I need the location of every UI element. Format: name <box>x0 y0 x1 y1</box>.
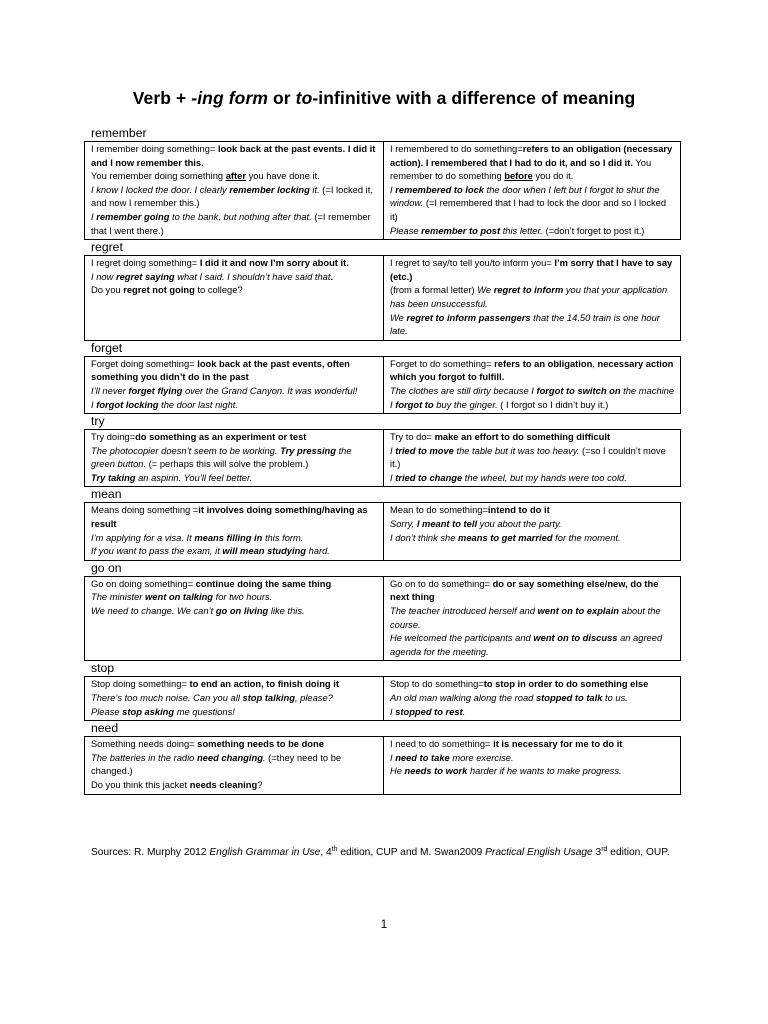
text-run: go on living <box>215 606 269 617</box>
sources-text: edition, CUP and M. Swan2009 <box>337 847 486 858</box>
ing-form-cell <box>85 142 384 240</box>
text-run: We <box>390 312 407 323</box>
example-line <box>390 706 675 720</box>
text-run: remember locking <box>229 184 310 195</box>
text-run: The batteries in the radio <box>91 752 197 763</box>
ing-form-cell <box>85 503 384 560</box>
to-infinitive-cell <box>384 142 681 240</box>
text-run: regret to inform passengers <box>406 312 531 323</box>
text-run: me questions! <box>174 706 235 717</box>
example-line <box>390 184 675 225</box>
ing-form-cell <box>85 576 384 661</box>
text-run: to stop in order to do something else <box>483 679 649 690</box>
text-run: ? <box>257 779 263 790</box>
text-run: . <box>462 706 466 717</box>
to-infinitive-cell <box>384 737 681 794</box>
example-line <box>91 605 378 619</box>
text-run: look back at the past events, often something you didn’t do in the past <box>91 358 350 383</box>
text-run: an aspirin. You’ll feel better. <box>135 472 253 483</box>
verb-heading: mean <box>91 487 122 502</box>
text-run: refers to an obligation (necessary action). I remembered that I had to do it, and so I did it. <box>390 144 673 168</box>
verb-heading: need <box>91 721 119 736</box>
verb-heading: try <box>91 414 105 429</box>
example-line <box>390 765 675 779</box>
example-line <box>91 184 378 211</box>
example-line <box>91 545 378 559</box>
text-run: Sorry, <box>390 519 417 530</box>
page-number: 1 <box>380 919 388 931</box>
text-run: (=I remember that I went there.) <box>91 211 371 236</box>
text-run: continue doing the same thing <box>195 578 332 589</box>
example-line <box>390 399 675 413</box>
text-run: I <box>91 211 97 222</box>
verb-sections <box>84 126 681 795</box>
sources-text: 3 <box>592 847 602 858</box>
text-run: The teacher introduced herself and <box>390 606 538 617</box>
text-run: do or say something else/new, do the next thing <box>390 578 659 603</box>
text-run: You remember to do something <box>390 157 652 182</box>
example-line <box>91 692 378 706</box>
text-run: Go on doing something= <box>91 578 196 589</box>
text-run: went on to explain <box>537 606 620 617</box>
to-infinitive-cell <box>384 576 681 661</box>
text-run: forgot to <box>395 399 434 410</box>
verb-heading: regret <box>91 240 123 255</box>
text-run: before <box>504 171 533 182</box>
to-infinitive-cell <box>384 356 681 413</box>
verb-heading: remember <box>91 126 147 140</box>
text-run: forgot locking <box>96 399 159 410</box>
example-line <box>390 518 675 532</box>
text-run: I don’t think she <box>390 532 459 543</box>
example-line <box>390 504 675 518</box>
text-run: remember going <box>96 211 170 222</box>
text-run: I <box>390 399 396 410</box>
text-run: stop talking <box>242 693 295 703</box>
example-line <box>91 257 378 271</box>
text-run: (=I locked it, and now I remember this.) <box>91 184 373 209</box>
table-row <box>85 256 681 341</box>
example-line <box>390 143 675 184</box>
text-run: I regret to say/to tell you/to inform you= <box>390 258 555 269</box>
text-run: Go on to do something= <box>390 578 493 589</box>
text-run: I now <box>91 271 116 282</box>
text-run: means to get married <box>458 532 553 543</box>
text-run: I did it and now I’m sorry about it. <box>199 258 349 269</box>
text-run: I’m applying for a visa. It <box>91 532 195 543</box>
text-run: to end an action, to finish doing it <box>189 679 339 690</box>
text-run: Forget to do something= <box>390 358 495 369</box>
text-run: We <box>477 285 494 296</box>
text-run: that the 14.50 train is one hour late. <box>390 312 660 337</box>
text-run: I <box>390 184 396 195</box>
sources-text: , 4 <box>320 847 332 858</box>
to-infinitive-cell <box>384 430 681 487</box>
text-run: We need to change. We can’t <box>91 606 216 617</box>
text-run: it involves doing something/having as result <box>91 505 368 530</box>
text-run: Please <box>91 706 123 717</box>
text-run: . <box>262 752 266 763</box>
comparison-table <box>84 356 681 414</box>
text-run: buy the ginger. <box>433 399 498 410</box>
text-run: more exercise. <box>449 752 514 763</box>
text-run: regret not going <box>123 285 195 296</box>
example-line <box>390 752 675 766</box>
ordinal-suffix: rd <box>601 846 608 853</box>
text-run: refers to an obligation <box>494 358 593 369</box>
text-run: you that your application has been unsuccessful. <box>390 285 668 309</box>
title-part: -infinitive with a difference of meaning <box>312 88 636 108</box>
text-run: You remember doing something <box>91 171 226 182</box>
text-run: Try to do= <box>390 432 435 443</box>
text-run: regret saying <box>115 271 175 282</box>
example-line <box>390 578 675 605</box>
text-run: tried to change <box>395 472 463 483</box>
text-run: There’s too much noise. Can you all <box>91 693 243 703</box>
text-run: I <box>91 399 97 410</box>
sources-note <box>91 845 681 861</box>
text-run: it. <box>309 184 320 195</box>
table-row <box>85 430 681 487</box>
verb-heading: stop <box>91 661 115 676</box>
title-part: Verb + <box>132 88 192 108</box>
text-run: Try taking <box>91 472 136 483</box>
text-run: to the bank, but nothing after that. <box>169 211 312 222</box>
comparison-table <box>84 255 681 341</box>
table-row <box>85 677 681 721</box>
ing-form-cell <box>85 356 384 413</box>
text-run: I <box>390 752 396 763</box>
ing-form-cell <box>85 430 384 487</box>
example-line <box>390 678 675 692</box>
to-infinitive-cell <box>384 256 681 341</box>
text-run: (=they need to be changed.) <box>91 752 342 777</box>
example-line <box>91 284 378 298</box>
text-run: Try pressing <box>280 445 336 456</box>
example-line <box>91 738 378 752</box>
text-run: means filling in <box>194 532 263 543</box>
example-line <box>91 578 378 592</box>
example-line <box>390 605 675 632</box>
example-line <box>91 358 378 385</box>
text-run: need changing <box>196 752 263 763</box>
text-run: stopped to talk <box>535 693 603 703</box>
comparison-table <box>84 736 681 794</box>
text-run: for the moment. <box>552 532 621 543</box>
verb-heading: forget <box>91 340 123 355</box>
text-run: look back at the past events. I did it and I now remember this. <box>91 144 376 168</box>
ing-form-cell <box>85 256 384 341</box>
text-run: needs cleaning <box>189 779 258 790</box>
example-line <box>390 257 675 284</box>
text-run: (= perhaps this will solve the problem.) <box>146 459 309 470</box>
example-line <box>390 445 675 472</box>
text-run: I <box>390 706 396 717</box>
text-run: went on to discuss <box>533 633 618 644</box>
text-run: will mean studying <box>222 546 306 557</box>
text-run: the wheel, but my hands were too cold. <box>462 472 627 483</box>
example-line <box>91 271 378 285</box>
example-line <box>91 752 378 779</box>
text-run: Something needs doing= <box>91 739 198 750</box>
text-run: the green button. <box>91 445 352 470</box>
table-row <box>85 142 681 240</box>
comparison-table <box>84 141 681 240</box>
example-line <box>91 504 378 531</box>
text-run: hard. <box>306 546 330 557</box>
example-line <box>390 225 675 239</box>
text-run: I’ll never <box>91 385 129 396</box>
table-row <box>85 576 681 661</box>
verb-heading: go on <box>91 560 122 575</box>
text-run: the machine <box>620 385 675 396</box>
example-line <box>390 692 675 706</box>
comparison-table <box>84 676 681 721</box>
text-run: remember to post <box>421 225 501 236</box>
title-part: to <box>295 88 313 108</box>
text-run: like this. <box>268 606 305 617</box>
text-run: about the course. <box>390 606 661 630</box>
text-run: , please? <box>294 693 333 703</box>
text-run: do something as an experiment or test <box>135 432 307 443</box>
text-run: I <box>390 472 396 483</box>
text-run: went on talking <box>145 592 214 603</box>
text-run: (from a formal letter) <box>390 285 478 296</box>
text-run: the door last night. <box>158 399 238 410</box>
text-run: over the Grand Canyon. It was wonderful! <box>182 385 358 396</box>
text-run: , <box>592 358 598 369</box>
example-line <box>91 143 378 170</box>
text-run: the table but it was too heavy. <box>453 445 580 456</box>
example-line <box>91 431 378 445</box>
text-run: (=I remembered that I had to lock the door and so I locked it) <box>390 198 667 222</box>
text-run: I remember doing something= <box>91 144 218 154</box>
text-run: an agreed agenda for the meeting. <box>390 633 663 657</box>
example-line <box>390 532 675 546</box>
ordinal-suffix: th <box>331 846 338 853</box>
example-line <box>390 738 675 752</box>
text-run: I remembered to do something= <box>390 144 523 154</box>
to-infinitive-cell <box>384 677 681 721</box>
text-run: The minister <box>91 592 146 603</box>
text-run: tried to move <box>395 445 454 456</box>
example-line <box>390 472 675 486</box>
text-run: forgot to switch on <box>536 385 621 396</box>
text-run: Do you <box>91 285 124 296</box>
table-row <box>85 356 681 413</box>
text-run: after <box>225 171 246 182</box>
text-run: The clothes are still dirty because I <box>390 385 537 396</box>
text-run: Please <box>390 225 422 236</box>
text-run: this letter. <box>500 225 543 236</box>
text-run: need to take <box>395 752 450 763</box>
text-run: harder if he wants to make progress. <box>467 766 622 777</box>
text-run: for two hours. <box>213 592 273 603</box>
example-line <box>91 532 378 546</box>
text-run: something needs to be done <box>197 739 324 750</box>
example-line <box>390 385 675 399</box>
ing-form-cell <box>85 737 384 794</box>
example-line <box>91 211 378 238</box>
text-run: needs to work <box>404 766 468 777</box>
text-run: to us. <box>602 693 628 703</box>
text-run: stop asking <box>122 706 175 717</box>
text-run: Stop doing something= <box>91 679 190 690</box>
example-line <box>390 312 675 339</box>
comparison-table <box>84 576 681 662</box>
example-line <box>91 706 378 720</box>
text-run: An old man walking along the road <box>390 693 536 703</box>
title-part: or <box>268 88 296 108</box>
text-run: it is necessary for me to do it <box>493 739 623 750</box>
text-run: stopped to rest <box>395 706 463 717</box>
text-run: Try doing= <box>91 432 136 443</box>
text-run: you have done it. <box>245 171 320 182</box>
example-line <box>390 358 675 385</box>
example-line <box>91 399 378 413</box>
book-title: English Grammar in Use <box>209 847 321 858</box>
sources-text: Sources: R. Murphy 2012 <box>91 847 210 858</box>
comparison-table <box>84 429 681 487</box>
text-run: intend to do it <box>487 505 550 516</box>
example-line <box>390 431 675 445</box>
text-run: this form. <box>262 532 304 543</box>
comparison-table <box>84 502 681 560</box>
book-title: Practical English Usage <box>485 847 593 858</box>
example-line <box>91 385 378 399</box>
text-run: what I said. I shouldn’t have said that <box>174 271 331 282</box>
text-run: regret to inform <box>493 285 564 296</box>
table-row <box>85 503 681 560</box>
text-run: Stop to do something= <box>390 679 484 690</box>
text-run: Forget doing something= <box>91 358 198 369</box>
example-line <box>91 591 378 605</box>
text-run: you do it. <box>532 171 574 182</box>
text-run: forget flying <box>128 385 183 396</box>
sources-text: edition, OUP. <box>607 847 670 858</box>
text-run: He <box>390 766 405 777</box>
text-run: (=so I couldn’t move it.) <box>390 445 666 470</box>
text-run: ( I forgot so I didn’t buy it.) <box>497 399 609 410</box>
example-line <box>390 284 675 311</box>
text-run: The photocopier doesn’t seem to be working. <box>91 445 281 456</box>
text-run: to college? <box>194 285 243 296</box>
page-title <box>0 88 768 109</box>
text-run: you about the party. <box>477 519 562 530</box>
text-run: remembered to lock <box>395 184 485 195</box>
example-line <box>390 632 675 659</box>
example-line <box>91 472 378 486</box>
text-run: I’m sorry that I have to say (etc.) <box>390 258 673 282</box>
text-run: necessary action which you forgot to fulfill. <box>390 358 674 383</box>
text-run: make an effort to do something difficult <box>434 432 611 443</box>
example-line <box>91 445 378 472</box>
text-run: (=don’t forget to post it.) <box>542 225 645 236</box>
table-row <box>85 737 681 794</box>
text-run: Do you think this jacket <box>91 779 190 790</box>
text-run: the door when I left but I forgot to shut the window. <box>390 184 660 209</box>
text-run: I meant to tell <box>416 519 478 530</box>
title-part: -ing form <box>191 88 269 108</box>
example-line <box>91 678 378 692</box>
example-line <box>91 170 378 184</box>
example-line <box>91 779 378 793</box>
text-run: I regret doing something= <box>91 258 200 269</box>
text-run: I need to do something= <box>390 739 494 750</box>
to-infinitive-cell <box>384 503 681 560</box>
text-run: . <box>330 271 334 282</box>
text-run: I know I locked the door. I clearly <box>91 184 230 195</box>
text-run: Mean to do something= <box>390 505 488 516</box>
text-run: He welcomed the participants and <box>390 633 534 644</box>
text-run: I <box>390 445 396 456</box>
ing-form-cell <box>85 677 384 721</box>
text-run: If you want to pass the exam, it <box>91 546 223 557</box>
text-run: Means doing something = <box>91 505 199 516</box>
